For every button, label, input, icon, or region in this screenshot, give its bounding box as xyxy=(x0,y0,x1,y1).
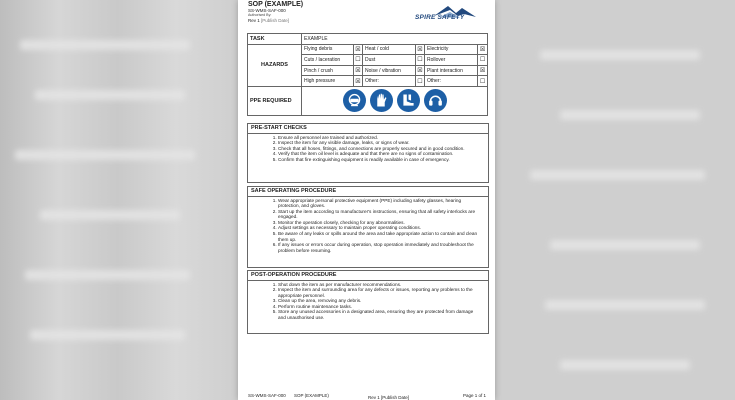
list-item: 3. Clean up the area, removing any debris. xyxy=(278,298,482,304)
footer-code: SS-WMS-SAF-000 xyxy=(248,393,286,398)
hazard-name: Pinch / crush xyxy=(302,65,354,76)
section-heading: POST-OPERATION PROCEDURE xyxy=(248,271,488,281)
list-item: 4. Perform routine maintenance tasks. xyxy=(278,304,482,310)
hazard-name: Plant interaction xyxy=(425,65,478,76)
post-operation-list xyxy=(248,282,488,321)
hazard-checkbox[interactable]: ☐ xyxy=(478,55,488,66)
list-item: 1. Wear appropriate personal protective equipment (PPE) including safety glasses, hearing protection, and gloves. xyxy=(278,198,482,209)
hazard-name: Dust xyxy=(363,55,416,66)
ppe-cell xyxy=(302,86,488,115)
document-title: SOP (EXAMPLE) xyxy=(248,1,304,8)
hazard-name: Noise / vibration xyxy=(363,65,416,76)
task-value: EXAMPLE xyxy=(302,34,488,45)
document-header xyxy=(248,1,486,27)
section-heading: SAFE OPERATING PROCEDURE xyxy=(248,187,488,197)
ppe-label: PPE REQUIRED xyxy=(248,86,302,115)
hazards-label: HAZARDS xyxy=(248,44,302,86)
hazard-name: High pressure xyxy=(302,76,354,87)
hazard-checkbox[interactable]: ☐ xyxy=(354,55,363,66)
face-shield-icon xyxy=(343,89,366,112)
hazard-checkbox[interactable]: ☒ xyxy=(416,44,425,55)
hazard-checkbox[interactable]: ☒ xyxy=(416,65,425,76)
hazard-checkbox[interactable]: ☒ xyxy=(354,44,363,55)
hazard-name: Electricity xyxy=(425,44,478,55)
ppe-row xyxy=(248,86,488,115)
task-label: TASK xyxy=(248,34,302,45)
gloves-icon xyxy=(370,89,393,112)
list-item: 3. Check that all hoses, fittings, and connections are properly secured and in good condition. xyxy=(278,146,482,152)
section-heading: PRE-START CHECKS xyxy=(248,124,488,134)
document-code: SS-WMS-SAF-000 xyxy=(248,8,286,13)
hazard-checkbox[interactable]: ☒ xyxy=(354,76,363,87)
authorised-by: Authorised By: xyxy=(248,13,272,17)
pre-start-list xyxy=(248,135,488,163)
safe-operating-procedure-section xyxy=(247,186,489,268)
hazard-checkbox[interactable]: ☐ xyxy=(478,76,488,87)
footer-title: SOP (EXAMPLE) xyxy=(294,393,329,398)
task-hazard-table xyxy=(247,33,488,116)
list-item: 5. Confirm that fire extinguishing equipment is readily available in case of emergency. xyxy=(278,157,482,163)
hazard-name: Flying debris xyxy=(302,44,354,55)
safety-boots-icon xyxy=(397,89,420,112)
hazard-checkbox[interactable]: ☐ xyxy=(416,76,425,87)
footer-revision: Rev 1 [Publish Date] xyxy=(368,395,410,400)
list-item: 1. Shut down the item as per manufacturer recommendations. xyxy=(278,282,482,288)
safe-operating-list xyxy=(248,198,488,254)
publish-date: [Publish Date] xyxy=(261,18,290,23)
list-item: 2. Inspect the item and surrounding area for any defects or issues, reporting any problems to the appropriate personnel. xyxy=(278,287,482,298)
hazard-name: Rollover xyxy=(425,55,478,66)
list-item: 5. Be aware of any leaks or spills around the area and take appropriate action to contain and clean them up. xyxy=(278,231,482,242)
hazard-checkbox[interactable]: ☐ xyxy=(416,55,425,66)
list-item: 2. Inspect the item for any visible damage, leaks, or signs of wear. xyxy=(278,140,482,146)
list-item: 4. Adjust settings as necessary to maintain proper operating conditions. xyxy=(278,225,482,231)
hazard-checkbox[interactable]: ☒ xyxy=(478,44,488,55)
hazard-name: Other: xyxy=(425,76,478,87)
hazard-name: Other: xyxy=(363,76,416,87)
list-item: 3. Monitor the operation closely, checking for any abnormalities. xyxy=(278,220,482,226)
logo-text: SPIRE SAFETY xyxy=(415,14,465,21)
pre-start-checks-section xyxy=(247,123,489,183)
spire-safety-logo xyxy=(414,4,480,22)
document-page xyxy=(238,0,495,400)
post-operation-procedure-section xyxy=(247,270,489,334)
list-item: 1. Ensure all personnel are trained and authorized. xyxy=(278,135,482,141)
hazard-row xyxy=(248,44,488,55)
list-item: 2. Start up the item according to manufacturer's instructions, ensuring that all safety interlocks are engaged. xyxy=(278,209,482,220)
list-item: 5. Store any unused accessories in a designated area, ensuring they are protected from damage and unauthorised use. xyxy=(278,309,482,320)
footer-page: Page 1 of 1 xyxy=(462,393,486,398)
list-item: 6. If any issues or errors occur during operation, stop operation immediately and troubleshoot the problem before resuming. xyxy=(278,242,482,253)
hazard-name: Heat / cold xyxy=(363,44,416,55)
revision-label: Rev 1 xyxy=(248,18,260,23)
hazard-name: Cuts / laceration xyxy=(302,55,354,66)
task-row xyxy=(248,34,488,45)
list-item: 4. Verify that the item oil level is adequate and that there are no signs of contamination. xyxy=(278,151,482,157)
hazard-checkbox[interactable]: ☒ xyxy=(478,65,488,76)
hazard-checkbox[interactable]: ☒ xyxy=(354,65,363,76)
hearing-protection-icon xyxy=(424,89,447,112)
